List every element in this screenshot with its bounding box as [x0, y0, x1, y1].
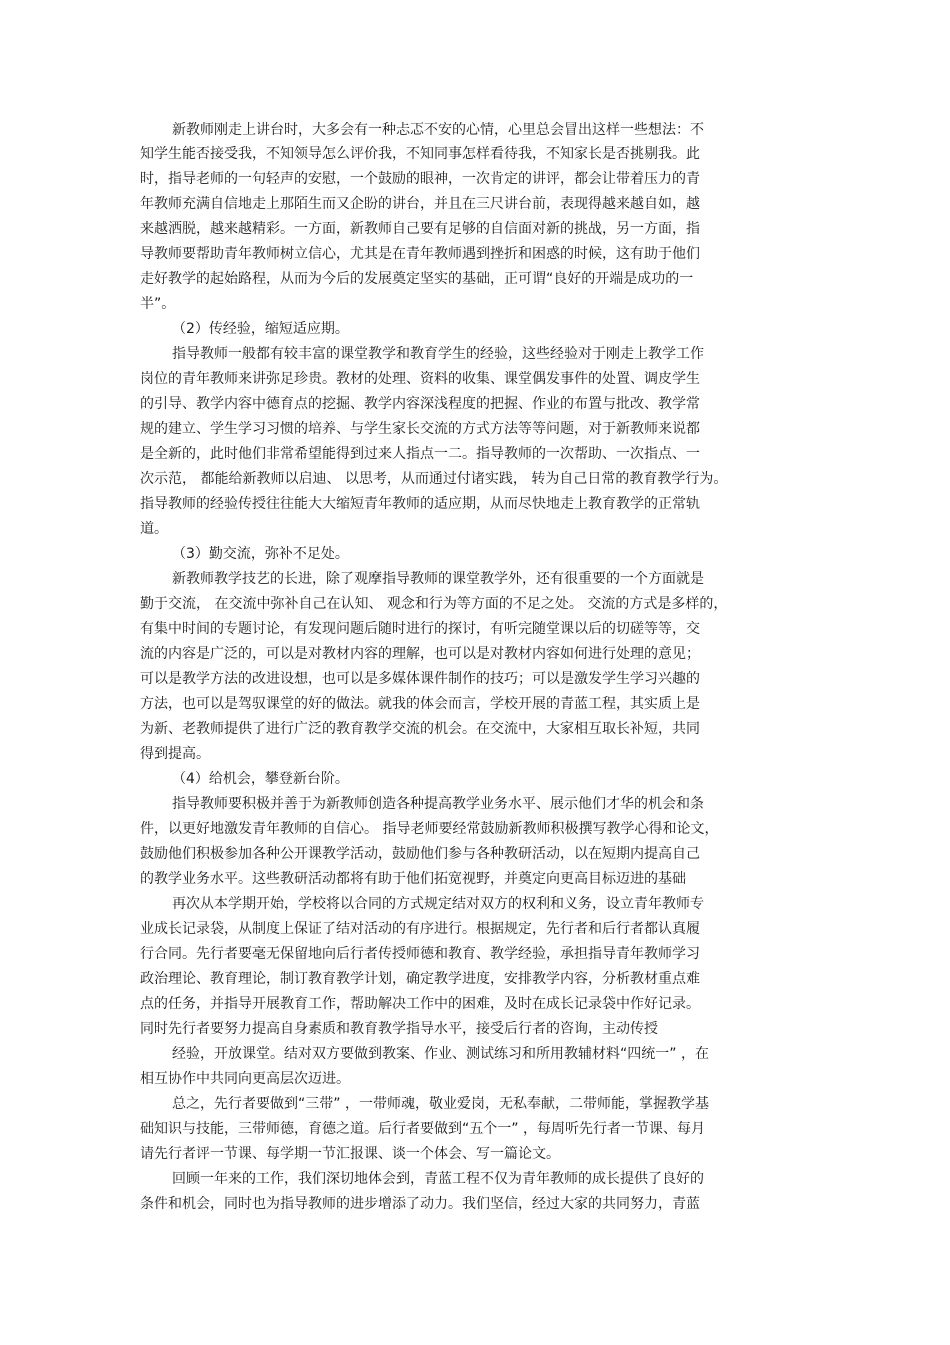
section-heading: （4）给机会，攀登新台阶。 [172, 771, 349, 787]
text-line: 回顾一年来的工作，我们深切地体会到，青蓝工程不仅为青年教师的成长提供了良好的 [172, 1171, 704, 1187]
text-line: 础知识与技能，三带师德，育德之道。后行者要做到“五个一” ，每周听先行者一节课、每月 [140, 1121, 705, 1137]
text-line: 有集中时间的专题讨论，有发现问题后随时进行的探讨，有听完随堂课以后的切磋等等，交 [140, 621, 700, 637]
text-line: 行合同。先行者要毫无保留地向后行者传授师德和教育、教学经验，承担指导青年教师学习 [140, 946, 700, 962]
text-line: 鼓励他们积极参加各种公开课教学活动，鼓励他们参与各种教研活动，以在短期内提高自己 [140, 846, 700, 862]
text-line: 相互协作中共同向更高层次迈进。 [140, 1071, 350, 1087]
text-line: 条件和机会，同时也为指导教师的进步增添了动力。我们坚信，经过大家的共同努力，青蓝 [140, 1196, 700, 1212]
section-heading: （2）传经验，缩短适应期。 [172, 321, 349, 337]
text-line: 次示范， 都能给新教师以启迪、 以思考，从而通过付诸实践， 转为自己日常的教育教学行为。 [140, 471, 728, 487]
text-line: 可以是教学方法的改进设想，也可以是多媒体课件制作的技巧；可以是激发学生学习兴趣的 [140, 671, 700, 687]
text-line: 再次从本学期开始，学校将以合同的方式规定结对双方的权利和义务，设立青年教师专 [172, 896, 704, 912]
text-line: 请先行者评一节课、每学期一节汇报课、谈一个体会、写一篇论文。 [140, 1146, 560, 1162]
text-line: 业成长记录袋，从制度上保证了结对活动的有序进行。根据规定，先行者和后行者都认真履 [140, 921, 700, 937]
text-line: 知学生能否接受我，不知领导怎么评价我，不知同事怎样看待我，不知家长是否挑剔我。此 [140, 146, 700, 162]
text-line: 半”。 [140, 296, 176, 312]
text-line: 的引导、教学内容中德育点的挖掘、教学内容深浅程度的把握、作业的布置与批改、教学常 [140, 396, 700, 412]
text-line: 经验，开放课堂。结对双方要做到教案、作业、测试练习和所用教辅材料“四统一” ，在 [172, 1046, 709, 1062]
text-line: 指导教师要积极并善于为新教师创造各种提高教学业务水平、展示他们才华的机会和条 [172, 796, 704, 812]
section-heading: （3）勤交流，弥补不足处。 [172, 546, 349, 562]
text-line: 是全新的，此时他们非常希望能得到过来人指点一二。指导教师的一次帮助、一次指点、一 [140, 446, 700, 462]
text-line: 件，以更好地激发青年教师的自信心。 指导老师要经常鼓励新教师积极撰写教学心得和论文， [140, 821, 719, 837]
text-line: 的教学业务水平。这些教研活动都将有助于他们拓宽视野，并奠定向更高目标迈进的基础 [140, 871, 686, 887]
text-line: 走好教学的起始路程，从而为今后的发展奠定坚实的基础，正可谓“良好的开端是成功的一 [140, 271, 694, 287]
text-line: 点的任务，并指导开展教育工作，帮助解决工作中的困难，及时在成长记录袋中作好记录。 [140, 996, 700, 1012]
text-line: 流的内容是广泛的，可以是对教材内容的理解，也可以是对教材内容如何进行处理的意见； [140, 646, 700, 662]
text-line: 时，指导老师的一句轻声的安慰，一个鼓励的眼神，一次肯定的讲评，都会让带着压力的青 [140, 171, 700, 187]
text-line: 岗位的青年教师来讲弥足珍贵。教材的处理、资料的收集、课堂偶发事件的处置、调皮学生 [140, 371, 700, 387]
text-line: 新教师教学技艺的长进，除了观摩指导教师的课堂教学外，还有很重要的一个方面就是 [172, 571, 704, 587]
text-line: 道。 [140, 521, 168, 537]
text-line: 同时先行者要努力提高自身素质和教育教学指导水平，接受后行者的咨询，主动传授 [140, 1021, 658, 1037]
text-line: 方法，也可以是驾驭课堂的好的做法。就我的体会而言，学校开展的青蓝工程，其实质上是 [140, 696, 700, 712]
text-line: 新教师刚走上讲台时，大多会有一种忐忑不安的心情，心里总会冒出这样一些想法：不 [172, 122, 704, 138]
text-line: 年教师充满自信地走上那陌生而又企盼的讲台，并且在三尺讲台前，表现得越来越自如，越 [140, 196, 700, 212]
text-line: 导教师要帮助青年教师树立信心，尤其是在青年教师遇到挫折和困惑的时候，这有助于他们 [140, 246, 700, 262]
text-line: 勤于交流， 在交流中弥补自己在认知、 观念和行为等方面的不足之处。 交流的方式是多样的， [140, 596, 728, 612]
text-line: 得到提高。 [140, 746, 210, 762]
text-line: 指导教师一般都有较丰富的课堂教学和教育学生的经验，这些经验对于刚走上教学工作 [172, 346, 704, 362]
text-line: 为新、老教师提供了进行广泛的教育教学交流的机会。在交流中，大家相互取长补短，共同 [140, 721, 700, 737]
text-line: 指导教师的经验传授往往能大大缩短青年教师的适应期，从而尽快地走上教育教学的正常轨 [140, 496, 700, 512]
text-line: 来越洒脱，越来越精彩。一方面，新教师自己要有足够的自信面对新的挑战，另一方面，指 [140, 221, 700, 237]
text-line: 政治理论、教育理论，制订教育教学计划，确定教学进度，安排教学内容，分析教材重点难 [140, 971, 700, 987]
text-line: 规的建立、学生学习习惯的培养、与学生家长交流的方式方法等等问题，对于新教师来说都 [140, 421, 700, 437]
text-line: 总之，先行者要做到“三带” ，一带师魂，敬业爱岗，无私奉献，二带师能，掌握教学基 [172, 1096, 709, 1112]
